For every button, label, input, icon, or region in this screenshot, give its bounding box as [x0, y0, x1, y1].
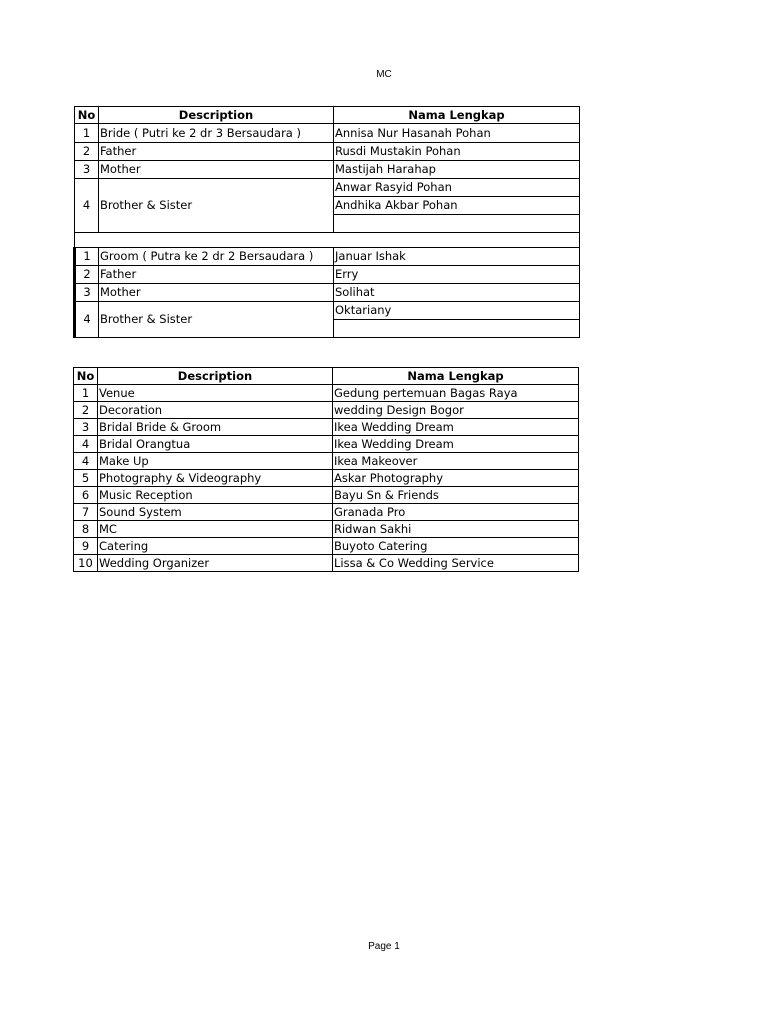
table-row: [74, 385, 579, 402]
table-separator-row: [75, 233, 580, 248]
row-names-stack: [334, 179, 580, 233]
row-description: Bridal Bride & Groom: [98, 419, 333, 436]
row-name: Oktariany: [334, 302, 579, 320]
table-row: [74, 470, 579, 487]
row-no: 4: [75, 179, 99, 233]
row-name: Annisa Nur Hasanah Pohan: [334, 124, 580, 143]
row-name: Askar Photography: [333, 470, 579, 487]
family-table: [73, 106, 580, 338]
table-row: [74, 453, 579, 470]
row-description: Music Reception: [98, 487, 333, 504]
table-row: [74, 521, 579, 538]
row-description: Sound System: [98, 504, 333, 521]
page-footer: Page 1: [368, 941, 400, 952]
row-description: Father: [99, 266, 334, 284]
row-name: Andhika Akbar Pohan: [334, 197, 579, 215]
row-name: Rusdi Mustakin Pohan: [334, 143, 580, 161]
table-row: [75, 161, 580, 179]
table-row: [75, 248, 580, 266]
table-row: [74, 487, 579, 504]
separator-cell: [75, 233, 580, 248]
vendor-table-header-row: [74, 368, 579, 385]
row-name: Ridwan Sakhi: [333, 521, 579, 538]
row-no: 1: [75, 124, 99, 143]
table-row: [75, 284, 580, 302]
row-description: MC: [98, 521, 333, 538]
table-row: [75, 179, 580, 233]
row-description: Father: [99, 143, 334, 161]
header-description: Description: [98, 368, 333, 385]
row-name: [334, 320, 579, 337]
row-no: 3: [75, 161, 99, 179]
row-no: 4: [74, 436, 98, 453]
row-name: Lissa & Co Wedding Service: [333, 555, 579, 572]
row-no: 6: [74, 487, 98, 504]
header-no: No: [75, 107, 99, 124]
row-no: 2: [75, 266, 99, 284]
row-name: Bayu Sn & Friends: [333, 487, 579, 504]
row-name: Ikea Wedding Dream: [333, 419, 579, 436]
table-row: [74, 436, 579, 453]
table-row: [74, 555, 579, 572]
row-name: Solihat: [334, 284, 580, 302]
row-no: 1: [74, 385, 98, 402]
row-no: 2: [74, 402, 98, 419]
row-name: Granada Pro: [333, 504, 579, 521]
row-names-stack: [334, 302, 580, 338]
row-name: Buyoto Catering: [333, 538, 579, 555]
row-name: Ikea Makeover: [333, 453, 579, 470]
row-description: Bride ( Putri ke 2 dr 3 Bersaudara ): [99, 124, 334, 143]
row-description: Catering: [98, 538, 333, 555]
row-no: 3: [75, 284, 99, 302]
row-no: 3: [74, 419, 98, 436]
row-description: Decoration: [98, 402, 333, 419]
row-name: Januar Ishak: [334, 248, 580, 266]
row-no: 5: [74, 470, 98, 487]
row-description: Venue: [98, 385, 333, 402]
family-table-header-row: [75, 107, 580, 124]
table-row: [75, 266, 580, 284]
table-row: [75, 143, 580, 161]
row-name: [334, 215, 579, 232]
table-row: [74, 504, 579, 521]
row-description: Mother: [99, 161, 334, 179]
row-description: Make Up: [98, 453, 333, 470]
row-name: Ikea Wedding Dream: [333, 436, 579, 453]
header-description: Description: [99, 107, 334, 124]
page-header: MC: [376, 69, 392, 80]
header-name: Nama Lengkap: [333, 368, 579, 385]
row-description: Bridal Orangtua: [98, 436, 333, 453]
row-description: Groom ( Putra ke 2 dr 2 Bersaudara ): [99, 248, 334, 266]
row-name: Gedung pertemuan Bagas Raya: [333, 385, 579, 402]
row-no: 8: [74, 521, 98, 538]
row-description: Brother & Sister: [99, 302, 334, 338]
row-description: Brother & Sister: [99, 179, 334, 233]
table-row: [74, 538, 579, 555]
row-name: Anwar Rasyid Pohan: [334, 179, 579, 197]
row-no: 4: [74, 453, 98, 470]
row-description: Mother: [99, 284, 334, 302]
row-name: wedding Design Bogor: [333, 402, 579, 419]
row-no: 7: [74, 504, 98, 521]
header-name: Nama Lengkap: [334, 107, 580, 124]
table-row: [74, 419, 579, 436]
row-no: 2: [75, 143, 99, 161]
table-row: [75, 124, 580, 143]
vendor-table: [73, 367, 579, 572]
header-no: No: [74, 368, 98, 385]
row-no: 1: [75, 248, 99, 266]
table-row: [75, 302, 580, 338]
row-description: Wedding Organizer: [98, 555, 333, 572]
row-no: 4: [75, 302, 99, 338]
row-description: Photography & Videography: [98, 470, 333, 487]
table-row: [74, 402, 579, 419]
row-name: Mastijah Harahap: [334, 161, 580, 179]
row-name: Erry: [334, 266, 580, 284]
row-no: 9: [74, 538, 98, 555]
row-no: 10: [74, 555, 98, 572]
